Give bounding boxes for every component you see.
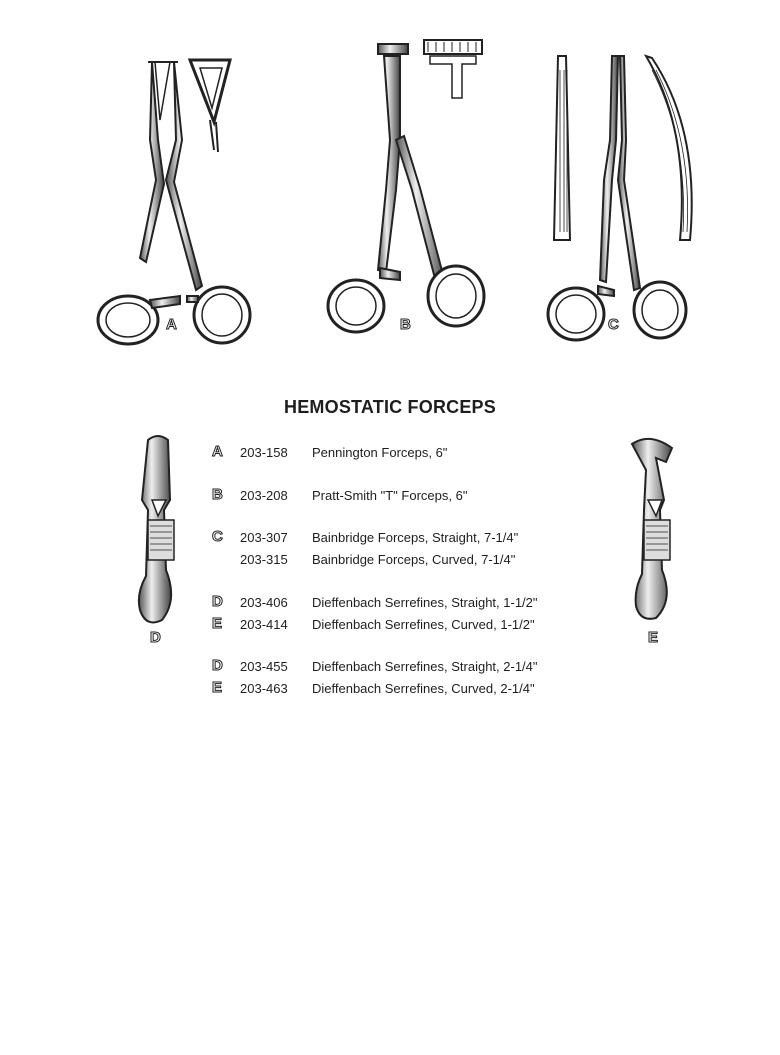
- item-letter: A: [212, 443, 223, 460]
- item-description: Dieffenbach Serrefines, Curved, 2-1/4": [312, 681, 535, 696]
- pratt-smith-t-forceps-icon: [328, 40, 484, 332]
- item-description: Pratt-Smith "T" Forceps, 6": [312, 488, 468, 503]
- figure-letter-c: C: [608, 316, 619, 333]
- item-letter: E: [212, 615, 223, 632]
- item-letter: D: [212, 657, 223, 674]
- item-code: 203-463: [240, 681, 288, 696]
- item-code: 203-414: [240, 617, 288, 632]
- item-description: Dieffenbach Serrefines, Straight, 1-1/2": [312, 595, 538, 610]
- page-title: HEMOSTATIC FORCEPS: [284, 397, 496, 417]
- bainbridge-forceps-icon: [548, 56, 692, 340]
- item-letter: B: [212, 486, 223, 503]
- item-letter: E: [212, 679, 223, 696]
- item-description: Dieffenbach Serrefines, Curved, 1-1/2": [312, 617, 535, 632]
- pennington-forceps-icon: [98, 60, 250, 344]
- figure-letter-d: D: [150, 629, 161, 646]
- figure-letter-b: B: [400, 316, 411, 333]
- item-code: 203-307: [240, 530, 288, 545]
- item-letter: C: [212, 528, 223, 545]
- item-description: Bainbridge Forceps, Curved, 7-1/4": [312, 552, 516, 567]
- item-code: 203-208: [240, 488, 288, 503]
- item-code: 203-158: [240, 445, 288, 460]
- item-description: Pennington Forceps, 6": [312, 445, 448, 460]
- item-code: 203-455: [240, 659, 288, 674]
- item-description: Bainbridge Forceps, Straight, 7-1/4": [312, 530, 519, 545]
- item-code: 203-406: [240, 595, 288, 610]
- serrefine-curved-icon: [632, 439, 672, 619]
- item-letter: D: [212, 593, 223, 610]
- item-description: Dieffenbach Serrefines, Straight, 2-1/4": [312, 659, 538, 674]
- figure-letter-a: A: [166, 316, 177, 333]
- serrefine-straight-icon: [139, 436, 174, 622]
- figure-letter-e: E: [648, 629, 659, 646]
- item-code: 203-315: [240, 552, 288, 567]
